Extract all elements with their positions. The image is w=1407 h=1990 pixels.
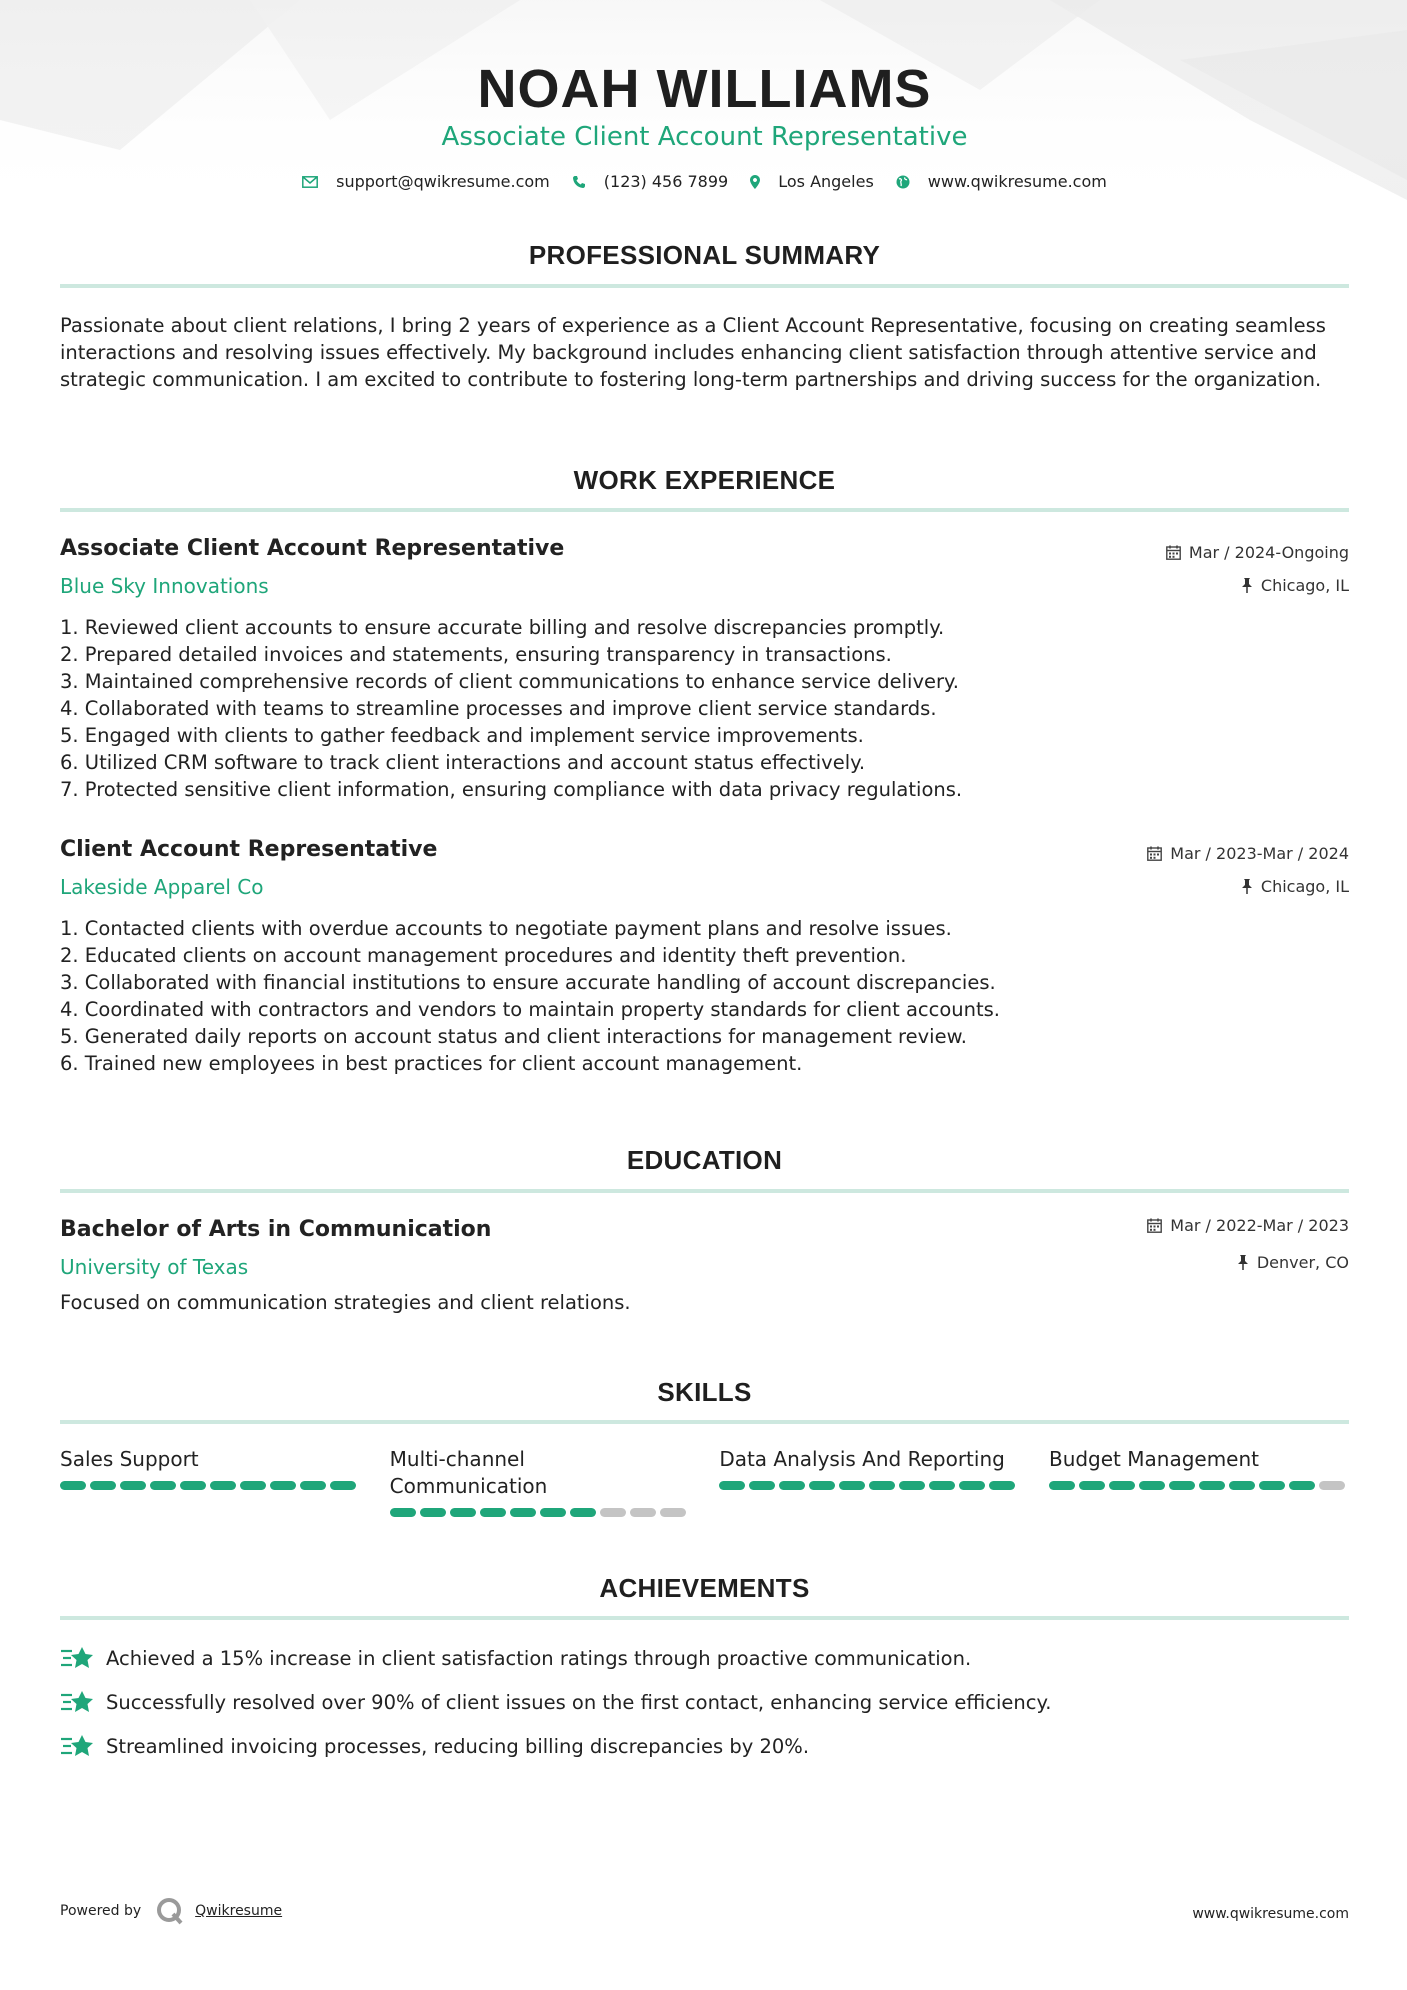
education-description: Focused on communication strategies and client relations. [60,1291,631,1314]
list-item: 4. Collaborated with teams to streamline processes and improve client service standards. [60,697,937,720]
skill-level-segment [719,1481,745,1490]
skill-name: Data Analysis And Reporting [719,1447,1005,1471]
skill-level-bar [390,1508,690,1517]
job-company: Lakeside Apparel Co [60,875,264,899]
achievement-text: Successfully resolved over 90% of client issues on the first contact, enhancing service efficiency. [106,1690,1052,1714]
list-item: 6. Trained new employees in best practices for client account management. [60,1052,803,1075]
achievement-text: Achieved a 15% increase in client satisfaction ratings through proactive communication. [106,1646,972,1670]
achievement-item [60,1689,1349,1715]
job-dates-text: Mar / 2023-Mar / 2024 [1170,844,1349,863]
skill-level-segment [510,1508,536,1517]
skill-item [390,1446,690,1517]
shooting-star-icon [60,1689,96,1715]
contact-website-text: www.qwikresume.com [927,172,1107,191]
skill-level-segment [1049,1481,1075,1490]
skill-item [1049,1446,1349,1517]
skill-level-segment [809,1481,835,1490]
skill-item [719,1446,1019,1517]
skill-level-segment [1169,1481,1195,1490]
summary-section-title: PROFESSIONAL SUMMARY [528,240,881,270]
skill-level-segment [1079,1481,1105,1490]
skill-level-segment [210,1481,236,1490]
skill-level-segment [90,1481,116,1490]
footer-powered-by [60,1896,282,1926]
skill-level-segment [1259,1481,1285,1490]
skill-level-segment [1229,1481,1255,1490]
skill-level-segment [660,1508,686,1517]
list-item: 3. Maintained comprehensive records of client communications to enhance service delivery. [60,670,959,693]
skill-level-segment [1289,1481,1315,1490]
contact-email-text: support@qwikresume.com [336,172,550,191]
contact-phone[interactable] [572,172,728,191]
skill-level-bar [60,1481,360,1490]
skill-level-segment [180,1481,206,1490]
achievements-divider [60,1616,1349,1620]
contact-email[interactable] [302,172,550,191]
education-location-text: Denver, CO [1256,1253,1349,1272]
education-location [1237,1253,1349,1272]
shooting-star-icon [60,1645,96,1671]
list-item: 2. Educated clients on account management procedures and identity theft prevention. [60,944,907,967]
skills-section-title: SKILLS [657,1377,752,1407]
calendar-icon [1147,1218,1162,1233]
qwikresume-logo-icon [155,1896,185,1926]
skill-level-segment [899,1481,925,1490]
job-responsibilities [60,915,1349,1077]
skill-level-segment [929,1481,955,1490]
education-divider [60,1189,1349,1193]
skill-level-segment [390,1508,416,1517]
list-item: 7. Protected sensitive client information, ensuring compliance with data privacy regulations. [60,778,963,801]
globe-icon [896,175,910,189]
qwikresume-link[interactable]: Qwikresume [195,1903,283,1919]
list-item: 5. Generated daily reports on account status and client interactions for management review. [60,1025,967,1048]
skill-level-segment [779,1481,805,1490]
list-item: 1. Reviewed client accounts to ensure accurate billing and resolve discrepancies promptly. [60,616,945,639]
list-item: 3. Collaborated with financial institutions to ensure accurate handling of account discrepancies. [60,971,996,994]
education-dates [1147,1216,1349,1235]
job-title: Client Account Representative [60,837,438,862]
contact-phone-text: (123) 456 7899 [603,172,729,191]
contact-bar [60,172,1349,191]
achievement-item [60,1733,1349,1759]
skills-grid [60,1446,1349,1517]
phone-icon [572,175,586,189]
skill-level-segment [959,1481,985,1490]
summary-text: Passionate about client relations, I bring 2 years of experience as a Client Account Representative, focusing on creating seamless interactions and resolving issues effectively. My background includes enhancing client satisfaction through attentive service and strategic communication. I am excited to contribute to fostering long-term partnerships and driving success for the organization. [60,314,1326,391]
education-school: University of Texas [60,1255,249,1279]
skill-level-segment [300,1481,326,1490]
calendar-icon [1166,545,1181,560]
skill-level-segment [989,1481,1015,1490]
map-pin-icon [750,175,760,189]
skill-level-segment [1109,1481,1135,1490]
skill-level-segment [600,1508,626,1517]
skill-level-bar [719,1481,1019,1490]
list-item: 1. Contacted clients with overdue accounts to negotiate payment plans and resolve issues. [60,917,952,940]
job-responsibilities [60,614,1349,803]
skill-level-segment [120,1481,146,1490]
skill-level-bar [1049,1481,1349,1490]
contact-website[interactable] [896,172,1107,191]
skill-level-segment [869,1481,895,1490]
skill-level-segment [420,1508,446,1517]
experience-divider [60,508,1349,512]
skill-level-segment [839,1481,865,1490]
skill-name: Budget Management [1048,1447,1260,1471]
skill-level-segment [150,1481,176,1490]
skill-level-segment [1139,1481,1165,1490]
skill-name: Sales Support [60,1447,199,1471]
skill-level-segment [1199,1481,1225,1490]
candidate-role: Associate Client Account Representative [441,122,968,152]
skill-level-segment [240,1481,266,1490]
envelope-icon [302,176,318,188]
pushpin-icon [1237,1255,1249,1270]
contact-location-text: Los Angeles [778,172,874,191]
skill-level-segment [630,1508,656,1517]
list-item: 6. Utilized CRM software to track client interactions and account status effectively. [60,751,866,774]
pushpin-icon [1241,879,1253,894]
candidate-name: NOAH WILLIAMS [477,59,932,119]
job-location [1241,877,1349,896]
achievements-section-title: ACHIEVEMENTS [599,1573,810,1603]
skill-level-segment [1319,1481,1345,1490]
experience-section-title: WORK EXPERIENCE [573,465,836,495]
job-location [1241,576,1349,595]
skill-level-segment [540,1508,566,1517]
list-item: 5. Engaged with clients to gather feedback and implement service improvements. [60,724,864,747]
powered-by-label: Powered by [60,1903,142,1919]
skill-level-segment [749,1481,775,1490]
footer-website-link[interactable]: www.qwikresume.com [1192,1906,1349,1922]
education-dates-text: Mar / 2022-Mar / 2023 [1170,1216,1349,1235]
skill-level-segment [330,1481,356,1490]
list-item: 2. Prepared detailed invoices and statements, ensuring transparency in transactions. [60,643,892,666]
skill-level-segment [570,1508,596,1517]
summary-divider [60,284,1349,288]
skill-level-segment [60,1481,86,1490]
shooting-star-icon [60,1733,96,1759]
job-company: Blue Sky Innovations [60,574,269,598]
calendar-icon [1147,846,1162,861]
job-location-text: Chicago, IL [1260,576,1349,595]
skills-divider [60,1420,1349,1424]
achievement-item [60,1645,1349,1671]
job-dates [1147,844,1349,863]
skill-item [60,1446,360,1517]
skill-name: Multi-channel Communication [389,1447,548,1498]
skill-level-segment [450,1508,476,1517]
job-dates-text: Mar / 2024-Ongoing [1188,543,1349,562]
skill-level-segment [480,1508,506,1517]
job-dates [1166,543,1349,562]
pushpin-icon [1241,578,1253,593]
job-location-text: Chicago, IL [1260,877,1349,896]
achievement-text: Streamlined invoicing processes, reducing billing discrepancies by 20%. [106,1734,810,1758]
list-item: 4. Coordinated with contractors and vendors to maintain property standards for client accounts. [60,998,1001,1021]
education-section-title: EDUCATION [626,1145,783,1175]
education-degree: Bachelor of Arts in Communication [60,1217,492,1242]
job-title: Associate Client Account Representative [60,536,565,561]
contact-location [750,172,874,191]
skill-level-segment [270,1481,296,1490]
